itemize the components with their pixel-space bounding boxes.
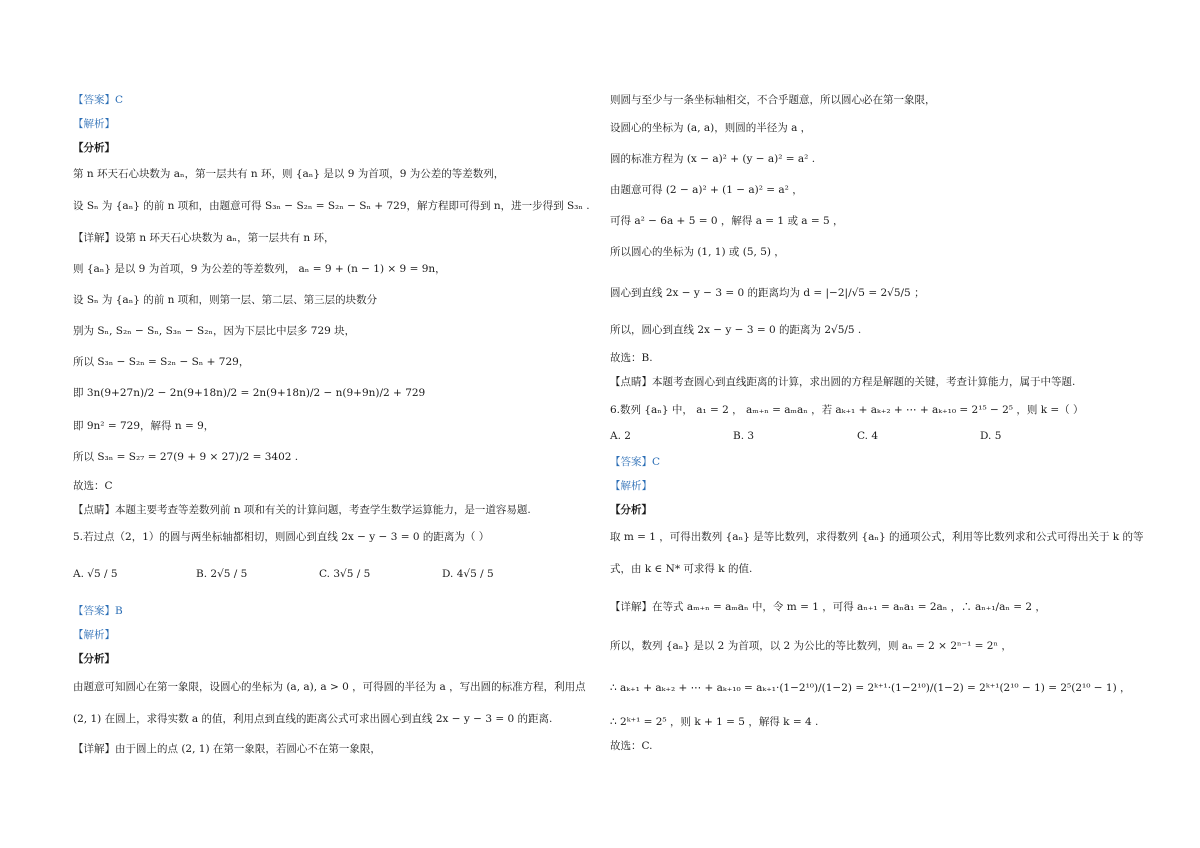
right-text-line: 所以，圆心到直线 2x − y − 3 = 0 的距离为 2√5/5 . (610, 324, 862, 336)
right-text-line: 所以，数列 {aₙ} 是以 2 为首项，以 2 为公比的等比数列，则 aₙ = 2 × 2ⁿ⁻¹ = 2ⁿ ， (610, 640, 1012, 652)
left-text-line: 【详解】设第 n 环天石心块数为 aₙ，第一层共有 n 环， (73, 232, 335, 244)
right-text-line: 【分析】 (610, 504, 652, 516)
right-answer-option: A. 2 (610, 430, 631, 442)
right-text-line: 【答案】C (610, 456, 661, 468)
right-text-line: 圆的标准方程为 (x − a)² + (y − a)² = a² . (610, 153, 816, 165)
right-answer-option: D. 5 (980, 430, 1002, 442)
left-answer-option: B. 2√5 / 5 (196, 568, 248, 580)
right-answer-option: C. 4 (857, 430, 879, 442)
left-text-line: 第 n 环天石心块数为 aₙ，第一层共有 n 环，则 {aₙ} 是以 9 为首项，9 为公差的等差数列， (73, 168, 505, 180)
left-text-line: 【分析】 (73, 142, 115, 154)
right-text-line: 【解析】 (610, 480, 652, 492)
left-text-line: 5.若过点（2，1）的圆与两坐标轴都相切，则圆心到直线 2x − y − 3 = 0 的距离为（ ） (73, 531, 490, 543)
left-text-line: 由题意可知圆心在第一象限，设圆心的坐标为 (a, a), a > 0 ，可得圆的半径为 a ，写出圆的标准方程，利用点 (73, 681, 586, 693)
left-answer-option: A. √5 / 5 (73, 568, 118, 580)
left-text-line: 所以 S₃ₙ − S₂ₙ = S₂ₙ − Sₙ + 729， (73, 356, 250, 368)
right-text-line: 故选：B. (610, 352, 653, 364)
left-text-line: 则 {aₙ} 是以 9 为首项，9 为公差的等差数列， aₙ = 9 + (n − 1) × 9 = 9n， (73, 263, 446, 275)
right-text-line: ∴ 2ᵏ⁺¹ = 2⁵ ，则 k + 1 = 5 ，解得 k = 4 . (610, 716, 819, 728)
right-text-line: 所以圆心的坐标为 (1, 1) 或 (5, 5) ， (610, 246, 785, 258)
left-text-line: 【详解】由于圆上的点 (2, 1) 在第一象限，若圆心不在第一象限， (73, 743, 381, 755)
right-text-line: ∴ aₖ₊₁ + aₖ₊₂ + ⋯ + aₖ₊₁₀ = aₖ₊₁·(1−2¹⁰)/(1−2) = 2ᵏ⁺¹·(1−2¹⁰)/(1−2) = 2ᵏ⁺¹(2¹⁰ − 1) = 2⁵(2¹⁰ − 1) ， (610, 682, 1131, 694)
left-text-line: 即 3n(9+27n)/2 − 2n(9+18n)/2 = 2n(9+18n)/2 − n(9+9n)/2 + 729 (73, 387, 426, 399)
right-text-line: 【点睛】本题考查圆心到直线距离的计算，求出圆的方程是解题的关键，考查计算能力，属于中等题. (610, 376, 1076, 388)
left-text-line: 即 9n² = 729，解得 n = 9， (73, 420, 215, 432)
left-text-line: (2, 1) 在圆上，求得实数 a 的值，利用点到直线的距离公式可求出圆心到直线 2x − y − 3 = 0 的距离. (73, 713, 553, 725)
right-text-line: 由题意可得 (2 − a)² + (1 − a)² = a² ， (610, 184, 803, 196)
right-text-line: 可得 a² − 6a + 5 = 0 ，解得 a = 1 或 a = 5 ， (610, 215, 844, 227)
left-text-line: 【答案】C (73, 94, 124, 106)
left-text-line: 【解析】 (73, 629, 115, 641)
left-text-line: 别为 Sₙ, S₂ₙ − Sₙ, S₃ₙ − S₂ₙ，因为下层比中层多 729 块， (73, 325, 356, 337)
right-text-line: 设圆心的坐标为 (a, a)，则圆的半径为 a ， (610, 122, 812, 134)
right-text-line: 【详解】在等式 aₘ₊ₙ = aₘaₙ 中，令 m = 1 ，可得 aₙ₊₁ = aₙa₁ = 2aₙ ，∴ aₙ₊₁/aₙ = 2 ， (610, 601, 1046, 613)
left-text-line: 【答案】B (73, 605, 123, 617)
left-text-line: 【分析】 (73, 653, 115, 665)
right-text-line: 6.数列 {aₙ} 中， a₁ = 2 ， aₘ₊ₙ = aₘaₙ ，若 aₖ₊₁ + aₖ₊₂ + ⋯ + aₖ₊₁₀ = 2¹⁵ − 2⁵ ，则 k =（ ） (610, 404, 1084, 416)
left-text-line: 【解析】 (73, 118, 115, 130)
left-answer-option: D. 4√5 / 5 (442, 568, 494, 580)
left-text-line: 【点睛】本题主要考查等差数列前 n 项和有关的计算问题，考查学生数学运算能力，是一道容易题. (73, 504, 531, 516)
right-text-line: 式，由 k ∈ N* 可求得 k 的值. (610, 563, 753, 575)
left-answer-option: C. 3√5 / 5 (319, 568, 371, 580)
right-text-line: 则圆与至少与一条坐标轴相交，不合乎题意，所以圆心必在第一象限， (610, 94, 936, 106)
left-text-line: 故选：C (73, 480, 113, 492)
left-text-line: 设 Sₙ 为 {aₙ} 的前 n 项和，则第一层、第二层、第三层的块数分 (73, 294, 378, 306)
right-answer-option: B. 3 (733, 430, 755, 442)
right-text-line: 取 m = 1 ，可得出数列 {aₙ} 是等比数列，求得数列 {aₙ} 的通项公式，利用等比数列求和公式可得出关于 k 的等 (610, 531, 1144, 543)
left-text-line: 所以 S₃ₙ = S₂₇ = 27(9 + 9 × 27)/2 = 3402 . (73, 451, 299, 463)
right-text-line: 圆心到直线 2x − y − 3 = 0 的距离均为 d = |−2|/√5 = 2√5/5 ； (610, 287, 925, 299)
right-text-line: 故选：C. (610, 740, 653, 752)
left-text-line: 设 Sₙ 为 {aₙ} 的前 n 项和，由题意可得 S₃ₙ − S₂ₙ = S₂ₙ − Sₙ + 729，解方程即可得到 n，进一步得到 S₃ₙ . (73, 200, 590, 212)
